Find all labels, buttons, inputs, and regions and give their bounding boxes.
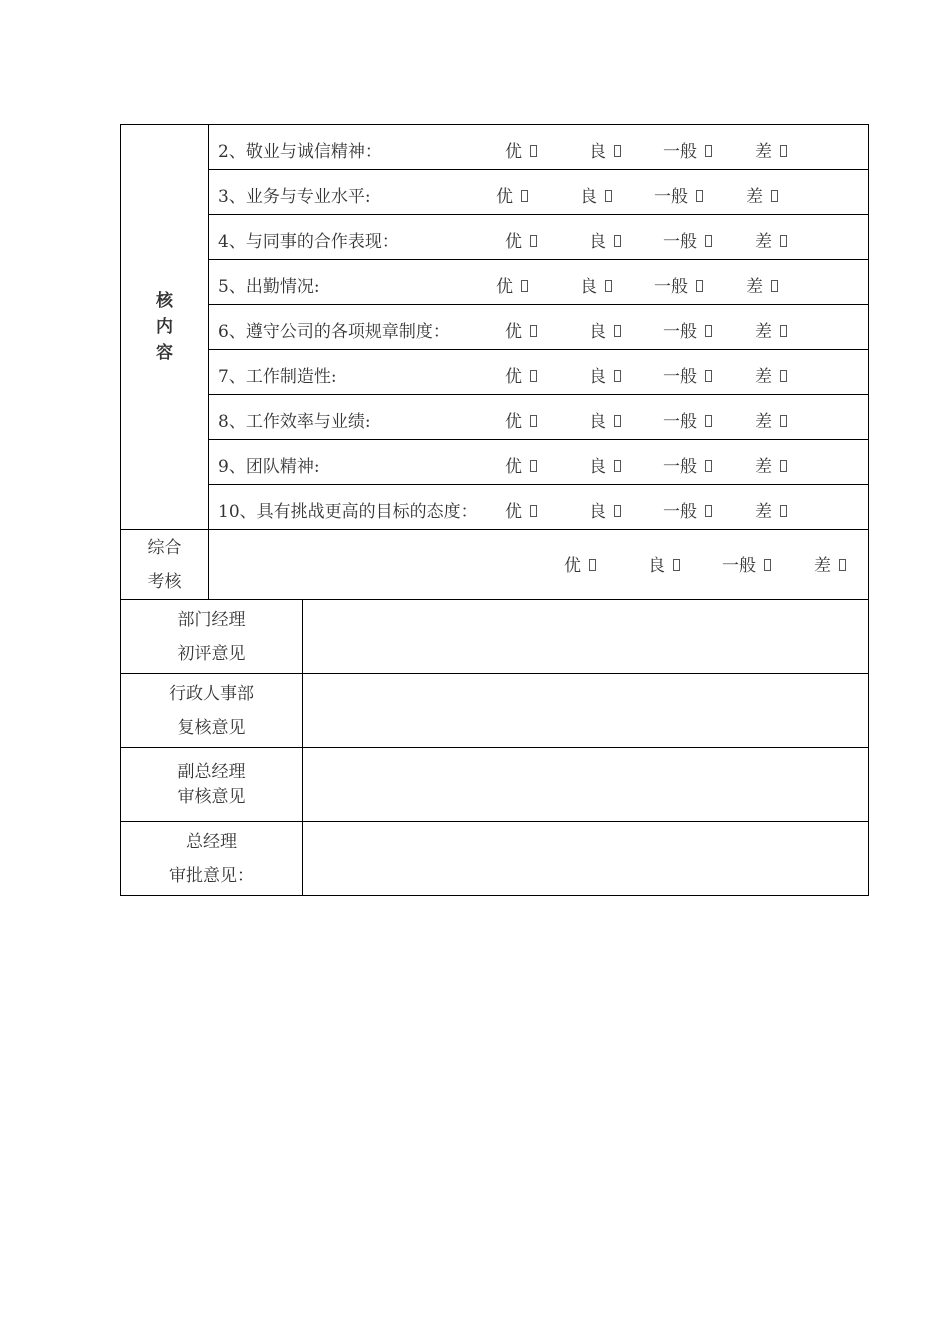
option-label: 差	[755, 367, 772, 387]
approval-label: 初评意见	[177, 643, 246, 664]
option-label: 差	[755, 412, 772, 432]
summary-option-3[interactable]	[814, 551, 846, 576]
option-label: 良	[589, 412, 606, 432]
approval-row	[121, 748, 869, 822]
criteria-0-option-3[interactable]	[755, 137, 787, 162]
checkbox[interactable]	[530, 235, 537, 247]
criteria-7-option-2[interactable]	[663, 452, 712, 477]
approval-comment-field[interactable]	[303, 600, 869, 674]
summary-label-cell	[121, 530, 209, 600]
checkbox[interactable]	[771, 190, 778, 202]
option-label: 良	[580, 187, 597, 207]
option-label: 差	[755, 142, 772, 162]
option-label: 优	[505, 142, 522, 162]
criteria-row	[121, 305, 869, 350]
checkbox[interactable]	[839, 559, 846, 571]
option-label: 良	[589, 457, 606, 477]
checkbox[interactable]	[605, 280, 612, 292]
option-label: 一般	[663, 457, 697, 477]
criteria-1-option-3[interactable]	[746, 182, 778, 207]
option-label: 良	[589, 232, 606, 252]
criteria-cell	[209, 215, 869, 260]
checkbox[interactable]	[589, 559, 596, 571]
option-label: 差	[755, 457, 772, 477]
criteria-label: 2、敬业与诚信精神：	[218, 142, 382, 162]
summary-option-1[interactable]	[648, 551, 680, 576]
option-label: 优	[505, 322, 522, 342]
criteria-5-option-3[interactable]	[755, 362, 787, 387]
criteria-cell	[209, 440, 869, 485]
summary-row	[121, 530, 869, 600]
checkbox[interactable]	[764, 559, 771, 571]
criteria-4-option-2[interactable]	[663, 317, 712, 342]
criteria-3-option-3[interactable]	[746, 272, 778, 297]
criteria-cell	[209, 170, 869, 215]
criteria-row	[121, 215, 869, 260]
checkbox[interactable]	[605, 190, 612, 202]
checkbox[interactable]	[521, 190, 528, 202]
option-label: 良	[648, 556, 665, 576]
section-label-cell	[121, 125, 209, 530]
option-label: 优	[505, 502, 522, 522]
option-label: 优	[496, 277, 513, 297]
approval-row	[121, 674, 869, 748]
option-label: 良	[589, 142, 606, 162]
criteria-8-option-1[interactable]	[589, 497, 621, 522]
option-label: 差	[746, 277, 763, 297]
criteria-7-option-1[interactable]	[589, 452, 621, 477]
summary-rating-cell	[209, 530, 869, 600]
criteria-label: 7、工作制造性:	[218, 367, 337, 387]
summary-label: 综合	[147, 537, 182, 558]
summary-option-0[interactable]	[564, 551, 596, 576]
option-label: 一般	[663, 142, 697, 162]
criteria-3-option-2[interactable]	[654, 272, 703, 297]
checkbox[interactable]	[614, 235, 621, 247]
criteria-5-option-1[interactable]	[589, 362, 621, 387]
criteria-cell	[209, 350, 869, 395]
criteria-0-option-2[interactable]	[663, 137, 712, 162]
checkbox[interactable]	[780, 370, 787, 382]
option-label: 良	[580, 277, 597, 297]
option-label: 一般	[663, 367, 697, 387]
approval-comment-field[interactable]	[303, 748, 869, 822]
criteria-cell	[209, 485, 869, 530]
criteria-label: 4、与同事的合作表现：	[218, 232, 399, 252]
criteria-0-option-0[interactable]	[505, 137, 537, 162]
option-label: 一般	[654, 277, 688, 297]
criteria-1-option-1[interactable]	[580, 182, 612, 207]
summary-option-2[interactable]	[722, 551, 771, 576]
criteria-row	[121, 170, 869, 215]
approval-label: 行政人事部	[169, 683, 254, 704]
checkbox[interactable]	[530, 370, 537, 382]
criteria-label: 6、遵守公司的各项规章制度：	[218, 322, 450, 342]
option-label: 优	[564, 556, 581, 576]
option-label: 良	[589, 367, 606, 387]
criteria-6-option-1[interactable]	[589, 407, 621, 432]
criteria-row	[121, 350, 869, 395]
criteria-8-option-3[interactable]	[755, 497, 787, 522]
criteria-row	[121, 260, 869, 305]
approval-label: 复核意见	[177, 717, 246, 738]
checkbox[interactable]	[780, 505, 787, 517]
option-label: 优	[505, 232, 522, 252]
criteria-cell	[209, 395, 869, 440]
checkbox[interactable]	[521, 280, 528, 292]
criteria-1-option-0[interactable]	[496, 182, 528, 207]
section-label-char: 容	[156, 343, 173, 363]
approval-row	[121, 822, 869, 896]
criteria-7-option-0[interactable]	[505, 452, 537, 477]
criteria-6-option-0[interactable]	[505, 407, 537, 432]
option-label: 一般	[663, 502, 697, 522]
checkbox[interactable]	[614, 505, 621, 517]
option-label: 良	[589, 502, 606, 522]
criteria-cell	[209, 125, 869, 170]
option-label: 优	[505, 412, 522, 432]
criteria-2-option-2[interactable]	[663, 227, 712, 252]
criteria-4-option-3[interactable]	[755, 317, 787, 342]
checkbox[interactable]	[705, 370, 712, 382]
option-label: 差	[755, 502, 772, 522]
approval-label: 审核意见	[177, 786, 246, 807]
criteria-8-option-0[interactable]	[505, 497, 537, 522]
approval-label-cell	[121, 748, 303, 822]
option-label: 优	[496, 187, 513, 207]
summary-label: 考核	[147, 571, 182, 592]
criteria-6-option-3[interactable]	[755, 407, 787, 432]
section-label-char: 核	[156, 291, 173, 311]
criteria-row	[121, 440, 869, 485]
approval-label-cell	[121, 822, 303, 896]
criteria-cell	[209, 260, 869, 305]
checkbox[interactable]	[705, 325, 712, 337]
criteria-label: 5、出勤情况:	[218, 277, 320, 297]
criteria-7-option-3[interactable]	[755, 452, 787, 477]
option-label: 差	[755, 232, 772, 252]
criteria-label: 10、具有挑战更高的目标的态度：	[218, 502, 478, 522]
option-label: 良	[589, 322, 606, 342]
approval-label: 审批意见：	[169, 865, 254, 886]
criteria-label: 3、业务与专业水平:	[218, 187, 371, 207]
criteria-cell	[209, 305, 869, 350]
checkbox[interactable]	[780, 460, 787, 472]
checkbox[interactable]	[780, 325, 787, 337]
option-label: 一般	[663, 412, 697, 432]
checkbox[interactable]	[696, 280, 703, 292]
approval-comment-field[interactable]	[303, 822, 869, 896]
checkbox[interactable]	[696, 190, 703, 202]
criteria-label: 8、工作效率与业绩:	[218, 412, 371, 432]
approval-label-cell	[121, 674, 303, 748]
section-label-char: 内	[156, 317, 173, 337]
checkbox[interactable]	[614, 370, 621, 382]
checkbox[interactable]	[705, 460, 712, 472]
option-label: 差	[755, 322, 772, 342]
criteria-3-option-0[interactable]	[496, 272, 528, 297]
checkbox[interactable]	[614, 415, 621, 427]
criteria-5-option-2[interactable]	[663, 362, 712, 387]
criteria-4-option-0[interactable]	[505, 317, 537, 342]
criteria-label: 9、团队精神:	[218, 457, 320, 477]
approval-comment-field[interactable]	[303, 674, 869, 748]
approval-label: 总经理	[186, 831, 237, 852]
checkbox[interactable]	[673, 559, 680, 571]
criteria-2-option-3[interactable]	[755, 227, 787, 252]
checkbox[interactable]	[780, 145, 787, 157]
option-label: 优	[505, 457, 522, 477]
checkbox[interactable]	[614, 325, 621, 337]
approval-row	[121, 600, 869, 674]
checkbox[interactable]	[771, 280, 778, 292]
criteria-3-option-1[interactable]	[580, 272, 612, 297]
criteria-8-option-2[interactable]	[663, 497, 712, 522]
option-label: 一般	[722, 556, 756, 576]
option-label: 一般	[654, 187, 688, 207]
criteria-2-option-0[interactable]	[505, 227, 537, 252]
criteria-2-option-1[interactable]	[589, 227, 621, 252]
checkbox[interactable]	[530, 460, 537, 472]
checkbox[interactable]	[780, 415, 787, 427]
checkbox[interactable]	[530, 145, 537, 157]
checkbox[interactable]	[530, 505, 537, 517]
option-label: 优	[505, 367, 522, 387]
evaluation-form-table	[120, 124, 869, 896]
criteria-1-option-2[interactable]	[654, 182, 703, 207]
checkbox[interactable]	[530, 325, 537, 337]
criteria-row	[121, 395, 869, 440]
criteria-4-option-1[interactable]	[589, 317, 621, 342]
approval-label-cell	[121, 600, 303, 674]
approval-label: 部门经理	[177, 609, 246, 630]
criteria-row	[121, 125, 869, 170]
checkbox[interactable]	[614, 460, 621, 472]
option-label: 差	[746, 187, 763, 207]
option-label: 一般	[663, 322, 697, 342]
checkbox[interactable]	[705, 235, 712, 247]
criteria-0-option-1[interactable]	[589, 137, 621, 162]
criteria-5-option-0[interactable]	[505, 362, 537, 387]
checkbox[interactable]	[705, 415, 712, 427]
option-label: 一般	[663, 232, 697, 252]
checkbox[interactable]	[705, 145, 712, 157]
checkbox[interactable]	[530, 415, 537, 427]
criteria-row	[121, 485, 869, 530]
checkbox[interactable]	[705, 505, 712, 517]
option-label: 差	[814, 556, 831, 576]
checkbox[interactable]	[780, 235, 787, 247]
checkbox[interactable]	[614, 145, 621, 157]
criteria-6-option-2[interactable]	[663, 407, 712, 432]
approval-label: 副总经理	[177, 761, 246, 782]
